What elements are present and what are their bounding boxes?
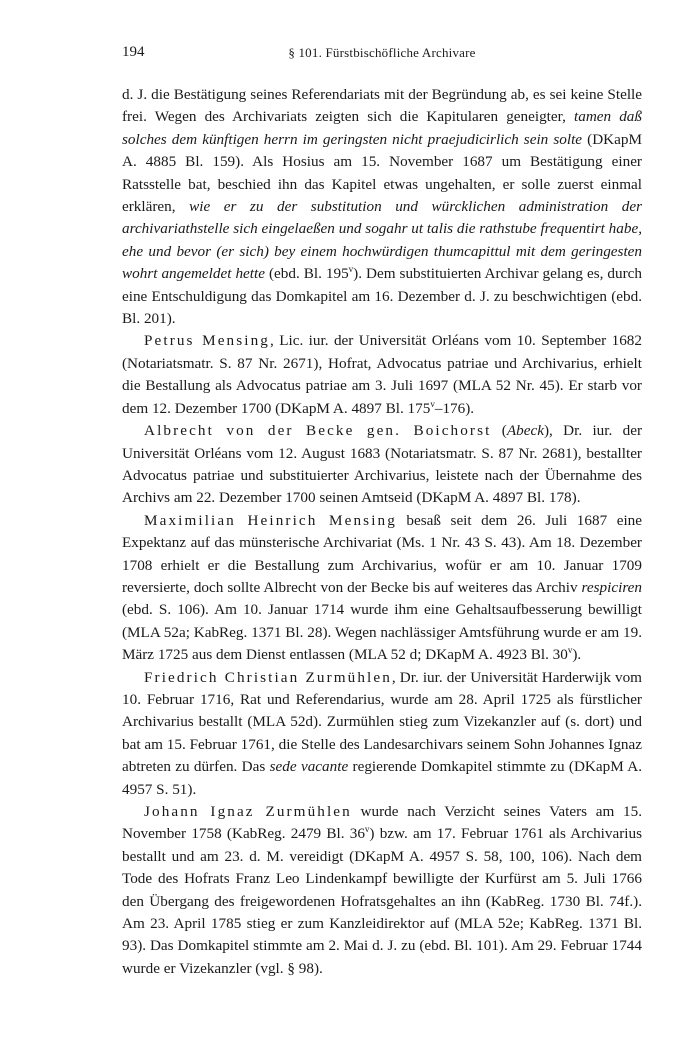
person-name: Petrus Mensing	[144, 332, 270, 350]
italic-quote: sede vacante	[269, 758, 349, 776]
paragraph	[122, 801, 642, 980]
paragraph	[122, 510, 642, 667]
paragraph	[122, 330, 642, 420]
page-number: 194	[122, 44, 145, 60]
text-run: d. J. die Bestätigung seines Referendariats mit der Begründung ab, es sei keine Stelle frei. Wegen des Archivariats zeigten sich die Kapitularen geneigter,	[122, 86, 642, 126]
verso-superscript: v	[430, 398, 435, 409]
text-run: besaß seit dem 26. Juli 1687 eine Expektanz auf das münsterische Archivariat (Ms. 1 Nr. 43 S. 43). Am 18. Dezember 1708 erhielt er die Bestallung zum Archivarius, wofür er am 10. Januar 1709 reversierte, doch sollte Albrecht von der Becke bis auf weiteres das Archiv	[122, 511, 642, 596]
text-run: ), Dr. iur. der Universität Orléans vom 12. August 1683 (Notariatsmatr. S. 87 Nr. 2681), bestallter Advocatus patriae und substituierter Archivarius, leistete nach der Übernahme des Archivs am 22. Dezember 1700 seinen Amtseid (DKapM A. 4897 Bl. 178).	[122, 422, 643, 507]
text-run: ).	[572, 646, 582, 664]
italic-quote: wie er zu der substitution und würcklichen administration der archivariathstelle sich eingelaeßen und sogahr ut talis die rathstube frequentirt habe, ehe und bevor (er sich) bey einem hochwürdigen thumcapittul mit dem geringesten wohrt angemeldet hette	[122, 198, 642, 283]
italic-quote: Abeck	[506, 422, 544, 440]
page-header	[122, 44, 642, 64]
text-run: (ebd. S. 106). Am 10. Januar 1714 wurde ihm eine Gehaltsaufbesserung bewilligt (MLA 52a; KabReg. 1371 Bl. 28). Wegen nachlässiger Amtsführung wurde er am 19. März 1725 aus dem Dienst entlassen (MLA 52 d; DKapM A. 4923 Bl. 30	[122, 601, 642, 664]
text-run: regierende Domkapitel stimmte zu (DKapM A. 4957 S. 51).	[122, 758, 643, 798]
text-run: , Dr. iur. der Universität Harderwijk vom 10. Februar 1716, Rat und Referendarius, wurde am 28. April 1725 als fürstlicher Archivarius bestallt (MLA 52d). Zurmühlen stieg zum Vizekanzler auf (s. dort) und bat am 15. Februar 1761, die Stelle des Landesarchivars seinem Sohn Johannes Ignaz abtreten zu dürfen. Das	[122, 668, 642, 776]
running-title: § 101. Fürstbischöfliche Archivare	[288, 45, 476, 60]
person-name: Friedrich Christian Zurmühlen	[144, 668, 392, 686]
paragraph	[122, 84, 642, 330]
body-text	[122, 84, 642, 980]
text-run: (	[491, 422, 507, 440]
verso-superscript: v	[567, 645, 573, 656]
text-run: , Lic. iur. der Universität Orléans vom 10. September 1682 (Notariatsmatr. S. 87 Nr. 2671), Hofrat, Advocatus patriae und Archivarius, erhielt die Bestallung als Advocatus patriae am 3. Juli 1697 (MLA 52 Nr. 45). Er starb vor dem 12. Dezember 1700 (DKapM A. 4897 Bl. 175	[122, 332, 642, 417]
text-run: (DKapM A. 4885 Bl. 159). Als Hosius am 15. November 1687 um Bestätigung einer Ratsstelle bat, beschied ihn das Kapitel etwas ungehalten, er solle zuerst einmal erklären,	[122, 130, 642, 216]
verso-superscript: v	[364, 824, 370, 835]
person-name: Albrecht von der Becke gen. Boichorst	[144, 422, 492, 440]
person-name: Maximilian Heinrich Mensing	[144, 511, 397, 529]
text-run: wurde nach Verzicht seines Vaters am 15. November 1758 (KabReg. 2479 Bl. 36	[122, 803, 643, 843]
text-run: ). Dem substituierten Archivar gelang es, durch eine Entschuldigung das Domkapitel am 16. Dezember d. J. zu beschwichtigen (ebd. Bl. 201).	[122, 265, 642, 328]
text-run: (ebd. Bl. 195	[264, 265, 349, 283]
verso-superscript: v	[348, 264, 354, 275]
paragraph	[122, 667, 642, 801]
italic-quote: tamen daß solches dem künftigen herrn im geringsten nicht praejudicirlich sein solte	[122, 108, 642, 148]
text-run: –176).	[434, 399, 475, 417]
person-name: Johann Ignaz Zurmühlen	[144, 803, 352, 820]
text-run: ) bzw. am 17. Februar 1761 als Archivarius bestallt und am 23. d. M. vereidigt (DKapM A. 4957 S. 58, 100, 106). Nach dem Tode des Hofrats Franz Leo Lindenkampf bewilligte der Kurfürst am 5. Juli 1766 den Übergang des freigewordenen Hofratsgehaltes an ihn (KabReg. 1730 Bl. 74f.). Am 23. April 1785 stieg er zum Kanzleidirektor auf (MLA 52e; KabReg. 1371 Bl. 93). Das Domkapitel stimmte am 2. Mai d. J. zu (ebd. Bl. 101). Am 29. Februar 1744 wurde er Vizekanzler (vgl. § 98).	[122, 825, 643, 977]
italic-quote: respiciren	[581, 578, 642, 596]
paragraph	[122, 420, 642, 510]
